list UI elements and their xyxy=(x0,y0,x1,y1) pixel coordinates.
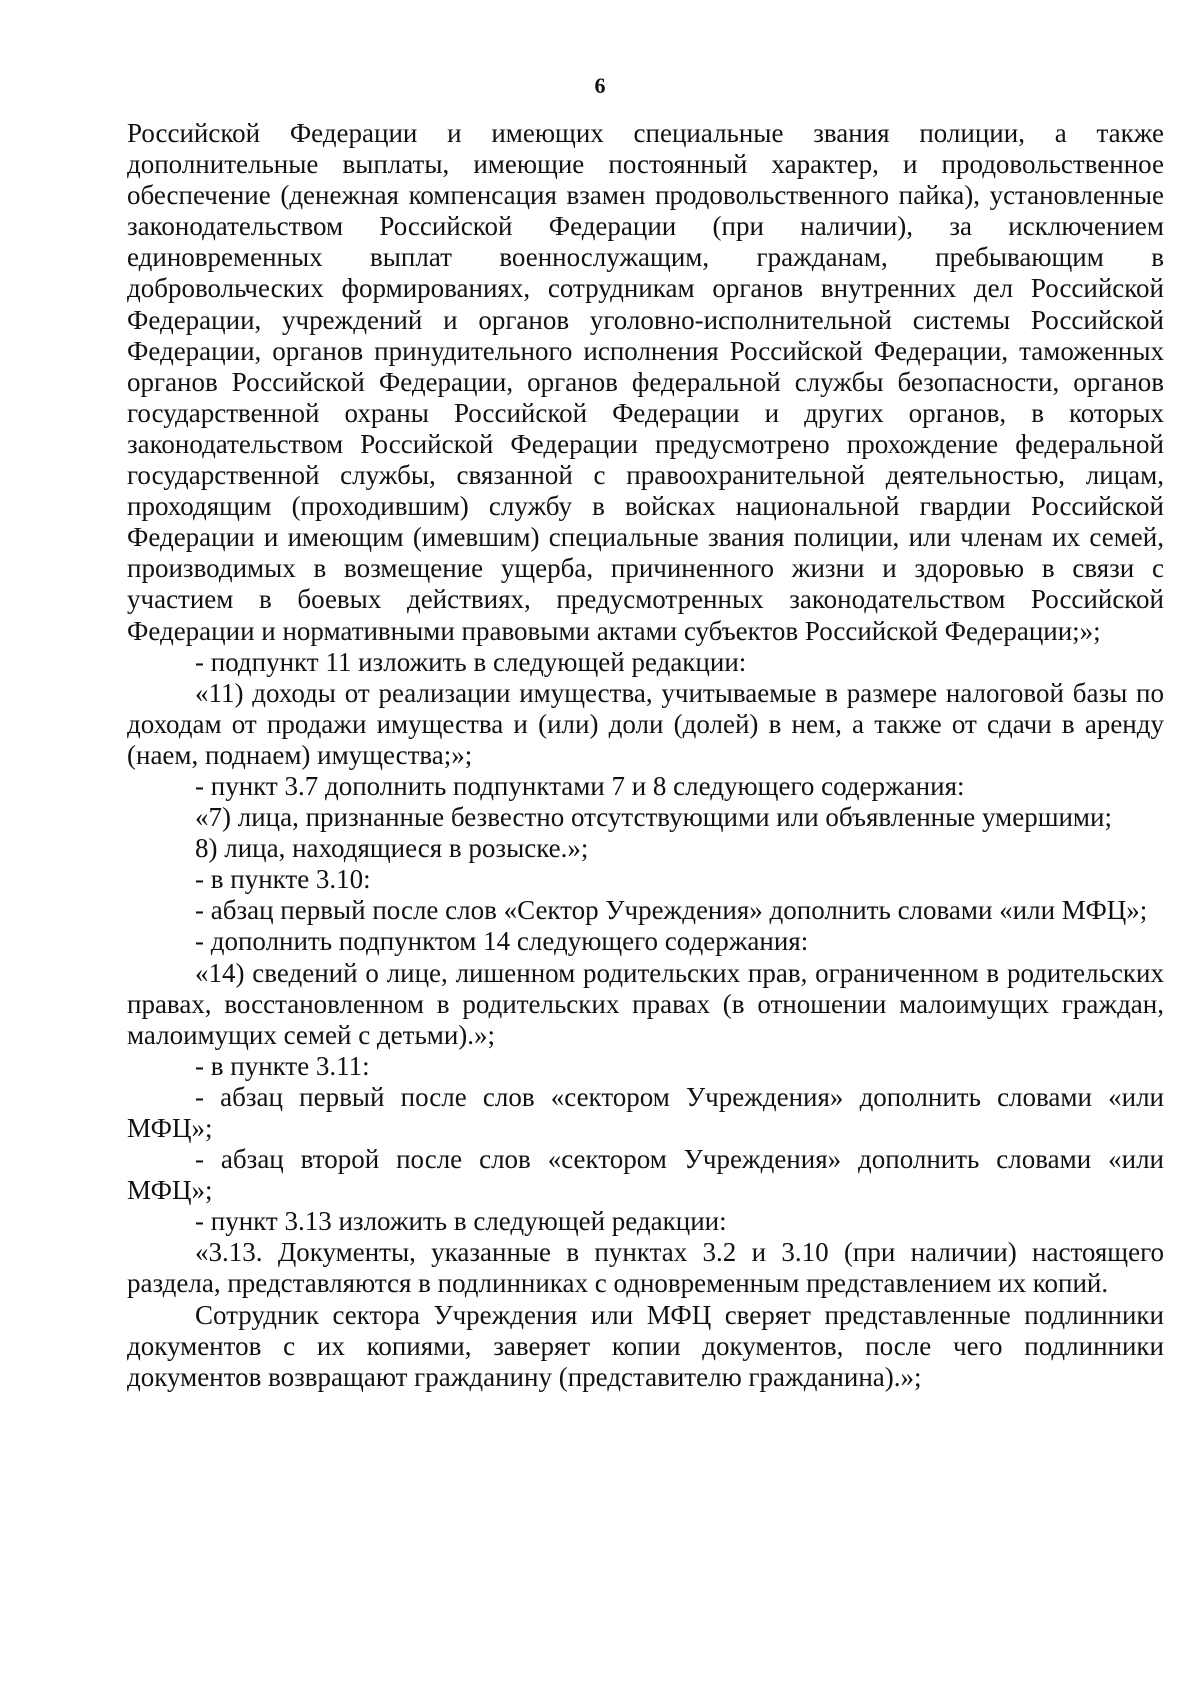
paragraph-subitem-11-intro: - подпункт 11 изложить в следующей редакции: xyxy=(195,646,747,677)
document-body xyxy=(127,118,1164,1393)
page-number: 6 xyxy=(594,73,606,98)
paragraph-item-3-11-first: - абзац первый после слов «сектором Учреждения» дополнить словами «или МФЦ»; xyxy=(127,1081,1164,1143)
paragraph-item-3-13-text: «3.13. Документы, указанные в пунктах 3.2 и 3.10 (при наличии) настоящего раздела, представляются в подлинниках с одновременным представлением их копий. xyxy=(127,1237,1164,1299)
paragraph-item-3-10-intro: - в пункте 3.10: xyxy=(195,864,371,895)
paragraph-income-exclusions: Российской Федерации и имеющих специальные звания полиции, а также дополнительные выплаты, имеющие постоянный характер, и продовольственное обеспечение (денежная компенсация взамен продовольственного пайка), установленные законодательством Российской Федерации (при наличии), за исключением единовременных выплат военнослужащим, гражданам, пребывающим в добровольческих формированиях, сотрудникам органов внутренних дел Российской Федерации, учреждений и органов уголовно-исполнительной системы Российской Федерации, органов принудительного исполнения Российской Федерации, таможенных органов Российской Федерации, органов федеральной службы безопасности, органов государственной охраны Российской Федерации и других органов, в которых законодательством Российской Федерации предусмотрено прохождение федеральной государственной службы, связанной с правоохранительной деятельностью, лицам, проходящим (проходившим) службу в войсках национальной гвардии Российской Федерации и имеющим (имевшим) специальные звания полиции, или членам их семей, производимых в возмещение ущерба, причиненного жизни и здоровью в связи с участием в боевых действиях, предусмотренных законодательством Российской Федерации и нормативными правовыми актами субъектов Российской Федерации;»; xyxy=(127,118,1164,646)
paragraph-item-3-13-intro: - пункт 3.13 изложить в следующей редакции: xyxy=(195,1206,727,1237)
paragraph-item-3-10-add-14: - дополнить подпунктом 14 следующего содержания: xyxy=(195,926,809,957)
paragraph-item-3-11-second: - абзац второй после слов «сектором Учреждения» дополнить словами «или МФЦ»; xyxy=(127,1144,1164,1206)
paragraph-item-3-13-verification: Сотрудник сектора Учреждения или МФЦ сверяет представленные подлинники документов с их копиями, заверяет копии документов, после чего подлинники документов возвращают гражданину (представителю гражданина).»; xyxy=(127,1299,1164,1392)
paragraph-item-3-10-first: - абзац первый после слов «Сектор Учреждения» дополнить словами «или МФЦ»; xyxy=(195,895,1148,926)
paragraph-subitem-11-text: «11) доходы от реализации имущества, учитываемые в размере налоговой базы по доходам от продажи имущества и (или) доли (долей) в нем, а также от сдачи в аренду (наем, поднаем) имущества;»; xyxy=(127,677,1164,770)
paragraph-subitem-14: «14) сведений о лице, лишенном родительских прав, ограниченном в родительских правах, восстановленном в родительских правах (в отношении малоимущих граждан, малоимущих семей с детьми).»; xyxy=(127,957,1164,1050)
paragraph-item-3-7-intro: - пункт 3.7 дополнить подпунктами 7 и 8 следующего содержания: xyxy=(195,770,965,801)
paragraph-item-3-11-intro: - в пункте 3.11: xyxy=(195,1050,370,1081)
paragraph-subitem-7: «7) лица, признанные безвестно отсутствующими или объявленные умершими; xyxy=(195,802,1112,833)
paragraph-subitem-8: 8) лица, находящиеся в розыске.»; xyxy=(195,833,589,864)
